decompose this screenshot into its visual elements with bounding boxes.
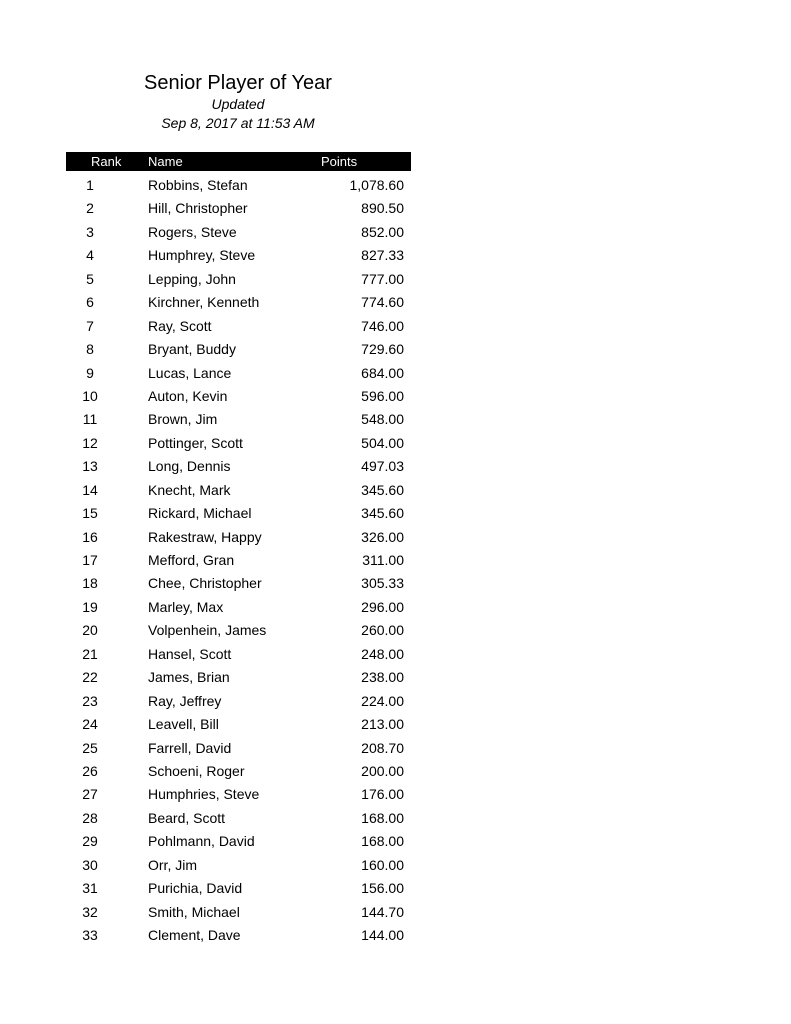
name-cell: Rogers, Steve xyxy=(148,223,237,240)
name-cell: James, Brian xyxy=(148,669,230,686)
table-row xyxy=(66,571,411,594)
name-cell: Beard, Scott xyxy=(148,809,226,826)
rank-cell: 3 xyxy=(86,223,94,240)
rank-cell: 21 xyxy=(82,645,98,662)
table-row xyxy=(66,759,411,782)
table-row xyxy=(66,806,411,829)
update-timestamp: Sep 8, 2017 at 11:53 AM xyxy=(161,115,315,131)
points-cell: 208.70 xyxy=(361,739,404,756)
table-row xyxy=(66,876,411,899)
table-row xyxy=(66,829,411,852)
name-cell: Robbins, Stefan xyxy=(148,177,248,193)
rank-cell: 1 xyxy=(86,177,94,193)
rank-cell: 18 xyxy=(82,575,98,592)
points-cell: 1,078.60 xyxy=(349,177,404,193)
name-cell: Humphries, Steve xyxy=(148,786,260,803)
name-cell: Rickard, Michael xyxy=(148,505,252,522)
points-cell: 248.00 xyxy=(361,645,404,662)
points-cell: 497.03 xyxy=(361,458,404,475)
table-row xyxy=(66,618,411,641)
table-row xyxy=(66,196,411,219)
table-row xyxy=(66,431,411,454)
rank-cell: 17 xyxy=(82,552,98,568)
table-row xyxy=(66,548,411,571)
points-cell: 176.00 xyxy=(361,786,404,803)
name-cell: Mefford, Gran xyxy=(148,552,235,568)
points-cell: 548.00 xyxy=(361,411,404,428)
rank-cell: 31 xyxy=(82,880,98,897)
table-row xyxy=(66,853,411,876)
name-cell: Chee, Christopher xyxy=(148,575,262,592)
rank-cell: 33 xyxy=(82,927,98,943)
points-cell: 168.00 xyxy=(361,833,404,850)
table-row xyxy=(66,290,411,313)
table-row xyxy=(66,384,411,407)
rank-cell: 8 xyxy=(86,341,94,358)
table-row xyxy=(66,173,411,196)
name-cell: Auton, Kevin xyxy=(148,387,228,404)
points-cell: 852.00 xyxy=(361,223,404,240)
header-name: Name xyxy=(148,154,183,169)
table-row xyxy=(66,220,411,243)
table-row xyxy=(66,782,411,805)
table-row xyxy=(66,407,411,430)
points-cell: 596.00 xyxy=(361,387,404,404)
rank-cell: 26 xyxy=(82,762,98,779)
table-row xyxy=(66,478,411,501)
table-row xyxy=(66,337,411,360)
points-cell: 774.60 xyxy=(361,294,404,311)
name-cell: Humphrey, Steve xyxy=(148,247,256,264)
table-row xyxy=(66,243,411,266)
table-row xyxy=(66,595,411,618)
rank-cell: 23 xyxy=(82,692,98,709)
name-cell: Knecht, Mark xyxy=(148,481,231,498)
rank-cell: 14 xyxy=(82,481,98,498)
points-cell: 200.00 xyxy=(361,762,404,779)
table-row xyxy=(66,923,411,946)
table-row xyxy=(66,689,411,712)
rank-cell: 29 xyxy=(82,833,98,850)
name-cell: Smith, Michael xyxy=(148,903,240,920)
name-cell: Pottinger, Scott xyxy=(148,434,243,451)
table-row xyxy=(66,900,411,923)
points-cell: 160.00 xyxy=(361,856,404,873)
points-cell: 144.00 xyxy=(361,927,404,943)
name-cell: Clement, Dave xyxy=(148,927,241,943)
points-cell: 504.00 xyxy=(361,434,404,451)
name-cell: Lucas, Lance xyxy=(148,364,232,381)
name-cell: Bryant, Buddy xyxy=(148,341,236,358)
page-subtitle: Updated xyxy=(211,96,265,112)
rank-cell: 16 xyxy=(82,528,98,545)
table-row xyxy=(66,736,411,759)
points-cell: 224.00 xyxy=(361,692,404,709)
points-cell: 345.60 xyxy=(361,481,404,498)
table-row xyxy=(66,501,411,524)
points-cell: 746.00 xyxy=(361,317,404,334)
points-cell: 213.00 xyxy=(361,716,404,733)
page-title: Senior Player of Year xyxy=(144,72,332,94)
points-cell: 777.00 xyxy=(361,270,404,287)
points-cell: 238.00 xyxy=(361,669,404,686)
table-row xyxy=(66,314,411,337)
name-cell: Volpenhein, James xyxy=(148,622,267,639)
name-cell: Brown, Jim xyxy=(148,411,218,428)
rank-cell: 30 xyxy=(82,856,98,873)
rank-cell: 5 xyxy=(86,270,94,287)
standings-table xyxy=(66,173,411,946)
table-row xyxy=(66,712,411,735)
points-cell: 156.00 xyxy=(361,880,404,897)
points-cell: 144.70 xyxy=(361,903,404,920)
table-row xyxy=(66,267,411,290)
table-row xyxy=(66,361,411,384)
name-cell: Marley, Max xyxy=(148,598,224,615)
points-cell: 326.00 xyxy=(361,528,404,545)
points-cell: 260.00 xyxy=(361,622,404,639)
header-rank: Rank xyxy=(91,154,122,169)
rank-cell: 20 xyxy=(82,622,98,639)
points-cell: 729.60 xyxy=(361,341,404,358)
name-cell: Long, Dennis xyxy=(148,458,231,475)
table-row xyxy=(66,454,411,477)
rank-cell: 27 xyxy=(82,786,98,803)
name-cell: Purichia, David xyxy=(148,880,243,897)
name-cell: Ray, Jeffrey xyxy=(148,692,222,709)
name-cell: Ray, Scott xyxy=(148,317,212,334)
rank-cell: 25 xyxy=(82,739,98,756)
header-points: Points xyxy=(321,154,358,169)
points-cell: 305.33 xyxy=(361,575,404,592)
rank-cell: 7 xyxy=(86,317,94,334)
table-header xyxy=(66,152,411,171)
rank-cell: 19 xyxy=(82,598,98,615)
rank-cell: 15 xyxy=(82,505,98,522)
table-row xyxy=(66,642,411,665)
rank-cell: 9 xyxy=(86,364,94,381)
rank-cell: 6 xyxy=(86,294,94,311)
points-cell: 890.50 xyxy=(361,200,404,217)
points-cell: 168.00 xyxy=(361,809,404,826)
name-cell: Lepping, John xyxy=(148,270,236,287)
points-cell: 684.00 xyxy=(361,364,404,381)
name-cell: Kirchner, Kenneth xyxy=(148,294,260,311)
table-row xyxy=(66,665,411,688)
name-cell: Hansel, Scott xyxy=(148,645,232,662)
name-cell: Rakestraw, Happy xyxy=(148,528,262,545)
points-cell: 345.60 xyxy=(361,505,404,522)
rank-cell: 28 xyxy=(82,809,98,826)
rank-cell: 2 xyxy=(86,200,94,217)
name-cell: Pohlmann, David xyxy=(148,833,255,850)
rank-cell: 13 xyxy=(82,458,98,475)
points-cell: 827.33 xyxy=(361,247,404,264)
rank-cell: 4 xyxy=(86,247,94,264)
name-cell: Leavell, Bill xyxy=(148,716,219,733)
rank-cell: 11 xyxy=(82,411,98,428)
points-cell: 311.00 xyxy=(362,552,404,568)
rank-cell: 12 xyxy=(82,434,98,451)
name-cell: Hill, Christopher xyxy=(148,200,248,217)
rank-cell: 10 xyxy=(82,387,98,404)
rank-cell: 24 xyxy=(82,716,98,733)
table-row xyxy=(66,525,411,548)
name-cell: Schoeni, Roger xyxy=(148,762,245,779)
rank-cell: 22 xyxy=(82,669,98,686)
rank-cell: 32 xyxy=(82,903,98,920)
name-cell: Orr, Jim xyxy=(148,856,197,873)
name-cell: Farrell, David xyxy=(148,739,232,756)
points-cell: 296.00 xyxy=(361,598,404,615)
